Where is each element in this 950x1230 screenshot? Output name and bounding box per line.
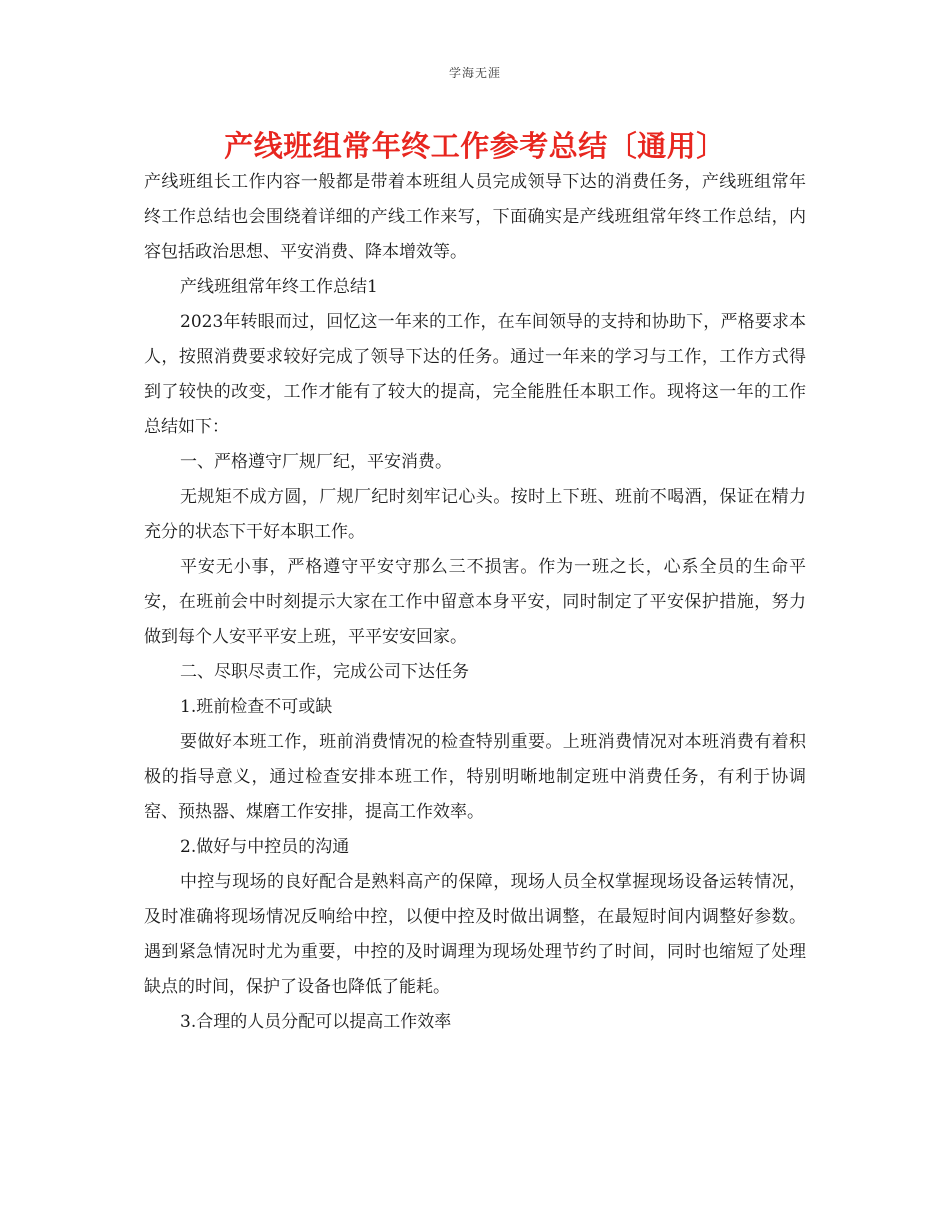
document-body (144, 165, 806, 1040)
subheading-1: 1.班前检查不可或缺 (180, 697, 333, 717)
body-paragraph: 无规矩不成方圆，厂规厂纪时刻牢记心头。按时上下班、班前不喝酒，保证在精力充分的状态下干好本职工作。 (144, 487, 806, 542)
subheading-2: 2.做好与中控员的沟通 (180, 837, 350, 857)
body-paragraph: 平安无小事，严格遵守平安守那么三不损害。作为一班之长，心系全员的生命平安，在班前会中时刻提示大家在工作中留意本身平安，同时制定了平安保护措施，努力做到每个人安平平安上班，平平安安回家。 (144, 557, 806, 647)
page-header: 学海无涯 (448, 66, 501, 80)
subheading-3: 3.合理的人员分配可以提高工作效率 (180, 1012, 452, 1032)
heading-1: 一、严格遵守厂规厂纪，平安消费。 (180, 452, 452, 472)
body-paragraph: 要做好本班工作，班前消费情况的检查特别重要。上班消费情况对本班消费有着积极的指导意义，通过检查安排本班工作，特别明晰地制定班中消费任务，有利于协调窑、预热器、煤磨工作安排，提高工作效率。 (144, 732, 806, 822)
body-paragraph: 中控与现场的良好配合是熟料高产的保障，现场人员全权掌握现场设备运转情况，及时准确将现场情况反响给中控，以便中控及时做出调整，在最短时间内调整好参数。遇到紧急情况时尤为重要，中控的及时调理为现场处理节约了时间，同时也缩短了处理缺点的时间，保护了设备也降低了能耗。 (144, 872, 806, 997)
heading-2: 二、尽职尽责工作，完成公司下达任务 (180, 662, 469, 682)
intro-paragraph: 产线班组长工作内容一般都是带着本班组人员完成领导下达的消费任务，产线班组常年终工作总结也会围绕着详细的产线工作来写，下面确实是产线班组常年终工作总结，内容包括政治思想、平安消费、降本增效等。 (144, 172, 806, 262)
document-title: 产线班组常年终工作参考总结〔通用〕 (224, 129, 726, 163)
body-paragraph: 2023年转眼而过，回忆这一年来的工作，在车间领导的支持和协助下，严格要求本人，按照消费要求较好完成了领导下达的任务。通过一年来的学习与工作，工作方式得到了较快的改变，工作才能有了较大的提高，完全能胜任本职工作。现将这一年的工作总结如下： (144, 312, 806, 437)
section-title: 产线班组常年终工作总结1 (180, 277, 378, 297)
